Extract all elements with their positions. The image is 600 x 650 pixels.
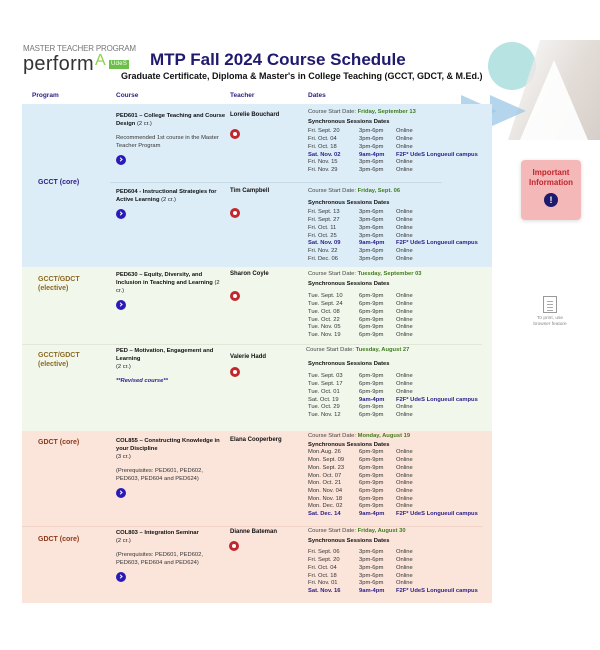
print-hint-text [525, 316, 575, 328]
start-date [308, 188, 498, 196]
session-date: Fri. Sept. 13 [308, 209, 340, 216]
session-date: Fri. Sept. 20 [308, 128, 340, 135]
session-date: Mon. Dec. 02 [308, 503, 343, 510]
course-dates [308, 188, 498, 263]
teacher-video-button[interactable] [229, 541, 239, 551]
course-credits: (2 cr.) [116, 364, 131, 370]
teacher-video-button[interactable] [230, 208, 240, 218]
session-location: Online [396, 457, 413, 464]
session-row [308, 389, 496, 397]
section-elective [22, 267, 492, 431]
column-header-course: Course [116, 92, 139, 99]
session-row [308, 256, 498, 264]
session-location: Online [396, 301, 413, 308]
session-date: Mon. Nov. 04 [308, 487, 343, 494]
session-row [308, 449, 498, 457]
print-hint-line1: To print, use [536, 316, 564, 321]
start-date-label: Course Start Date: [308, 271, 358, 277]
session-location: Online [396, 255, 413, 262]
session-location: F2F* UdeS Longueuil campus [396, 511, 478, 518]
session-date: Tue. Sept. 10 [308, 293, 343, 300]
session-location: Online [396, 388, 413, 395]
session-location: Online [396, 557, 413, 564]
session-time: 3pm-6pm [359, 128, 384, 135]
session-location: Online [396, 159, 413, 166]
session-row [308, 473, 498, 481]
session-time: 3pm-6pm [359, 136, 384, 143]
session-row [308, 488, 498, 496]
session-location: Online [396, 331, 413, 338]
session-row [308, 549, 498, 557]
start-date [306, 347, 496, 355]
session-location: Online [396, 449, 413, 456]
section-gcct-core [22, 104, 492, 267]
session-date: Tue. Oct. 22 [308, 316, 340, 323]
session-row [308, 317, 498, 325]
session-row [308, 373, 496, 381]
session-row [308, 167, 498, 175]
course-title: PED604 - Instructional Strategies for Active Learning [116, 189, 217, 203]
session-location: F2F* UdeS Longueuil campus [396, 151, 478, 158]
course-details-button[interactable] [116, 572, 126, 582]
session-time: 6pm-9pm [359, 373, 384, 380]
course-title: PED630 – Equity, Diversity, and Inclusion in Teaching and Learning [116, 272, 213, 286]
session-date: Mon.Aug. 26 [308, 449, 341, 456]
course-title: COL803 – Integration Seminar [116, 530, 199, 536]
session-location: Online [396, 373, 413, 380]
session-location: Online [396, 217, 413, 224]
course-info [116, 188, 226, 219]
program-label: GCCT/GDCT (elective) [38, 276, 80, 292]
start-date-value: Friday, September 13 [357, 109, 416, 115]
session-list [306, 373, 496, 419]
session-location: Online [396, 166, 413, 173]
session-row [308, 324, 498, 332]
session-row-f2f [308, 397, 496, 405]
session-time: 3pm-6pm [359, 217, 384, 224]
course-note: Recommended 1st course in the Master Teacher Program [116, 135, 219, 149]
teacher-video-button[interactable] [230, 129, 240, 139]
course-title: PED601 – College Teaching and Course Design [116, 113, 226, 127]
session-location: Online [396, 308, 413, 315]
session-location: Online [396, 495, 413, 502]
session-location: Online [396, 128, 413, 135]
start-date-label: Course Start Date: [308, 433, 358, 439]
session-location: F2F* UdeS Longueuil campus [396, 240, 478, 247]
session-location: Online [396, 324, 413, 331]
important-info-label [521, 168, 581, 188]
session-row [308, 301, 498, 309]
session-date: Tue. Nov. 12 [308, 411, 341, 418]
session-location: Online [396, 136, 413, 143]
session-row [308, 233, 498, 241]
course-dates [306, 347, 496, 420]
start-date-label: Course Start Date: [306, 347, 356, 353]
session-time: 6pm-9pm [359, 464, 384, 471]
program-label: GDCT (core) [38, 439, 80, 446]
session-time: 6pm-9pm [359, 503, 384, 510]
course-credits: (2 cr.) [161, 197, 176, 203]
session-time: 3pm-6pm [359, 549, 384, 556]
course-info [116, 437, 226, 498]
start-date-value: Friday, Sept. 06 [357, 188, 401, 194]
sessions-heading: Synchronous Sessions Dates [308, 537, 390, 544]
course-title: PED – Motivation, Engagement and Learning [116, 348, 214, 362]
session-date: Mon. Sept. 09 [308, 457, 345, 464]
print-hint-line2: browser feature [533, 322, 567, 327]
session-location: Online [396, 564, 413, 571]
session-row [308, 293, 498, 301]
session-time: 6pm-9pm [359, 457, 384, 464]
session-date: Fri. Nov. 01 [308, 580, 338, 587]
teacher-name: Tim Campbell [230, 188, 270, 194]
session-time: 6pm-9pm [359, 472, 384, 479]
session-time: 3pm-6pm [359, 159, 384, 166]
print-hint [525, 296, 575, 328]
important-information-button[interactable] [521, 160, 581, 220]
session-time: 6pm-9pm [359, 293, 384, 300]
session-time: 6pm-9pm [359, 411, 384, 418]
teacher-video-button[interactable] [230, 367, 240, 377]
brand-wordmark: perform [23, 53, 95, 75]
session-location: F2F* UdeS Longueuil campus [396, 396, 478, 403]
session-row [308, 412, 496, 420]
session-location: Online [396, 580, 413, 587]
brand-kicker: MASTER TEACHER PROGRAM [23, 44, 136, 53]
session-time: 9am-4pm [359, 587, 385, 594]
session-time: 6pm-9pm [359, 331, 384, 338]
session-row [308, 209, 498, 217]
session-time: 9am-4pm [359, 511, 385, 518]
session-location: Online [396, 247, 413, 254]
session-location: Online [396, 572, 413, 579]
session-location: Online [396, 209, 413, 216]
course-credits: (2 cr.) [116, 538, 131, 544]
column-header-program: Program [32, 92, 59, 99]
session-date: Sat. Nov. 09 [308, 240, 341, 247]
column-header-teacher: Teacher [230, 92, 255, 99]
session-date: Fri. Sept. 20 [308, 557, 340, 564]
row-divider [110, 182, 442, 183]
session-location: Online [396, 316, 413, 323]
sessions-heading: Synchronous Sessions Dates [308, 441, 390, 448]
session-date: Tue. Sept. 17 [308, 381, 343, 388]
start-date-value: Monday, August 19 [357, 433, 411, 439]
session-date: Fri. Oct. 18 [308, 143, 337, 150]
session-time: 3pm-6pm [359, 255, 384, 262]
revised-course-note: **Revised course** [116, 378, 168, 384]
session-time: 3pm-6pm [359, 580, 384, 587]
course-credits: (2 cr.) [136, 121, 152, 127]
teacher-name: Elana Cooperberg [230, 437, 282, 443]
session-row [308, 128, 498, 136]
start-date-value: Tuesday, September 03 [357, 271, 422, 277]
session-location: F2F* UdeS Longueuil campus [396, 587, 478, 594]
session-time: 3pm-6pm [359, 557, 384, 564]
session-date: Fri. Dec. 06 [308, 255, 338, 262]
start-date [308, 433, 498, 441]
session-date: Fri. Oct. 04 [308, 564, 337, 571]
session-row-f2f [308, 511, 498, 519]
session-date: Tue. Oct. 01 [308, 388, 340, 395]
start-date [308, 528, 498, 536]
session-row-f2f [308, 152, 498, 160]
start-date [308, 109, 498, 117]
session-time: 6pm-9pm [359, 495, 384, 502]
session-time: 6pm-9pm [359, 487, 384, 494]
sessions-heading: Synchronous Sessions Dates [308, 360, 390, 367]
session-date: Tue. Nov. 05 [308, 324, 341, 331]
session-time: 6pm-9pm [359, 316, 384, 323]
session-location: Online [396, 404, 413, 411]
session-location: Online [396, 381, 413, 388]
page-title: MTP Fall 2024 Course Schedule [150, 50, 406, 69]
course-details-button[interactable] [116, 488, 126, 498]
session-row [308, 217, 498, 225]
course-dates [308, 271, 498, 340]
start-date-label: Course Start Date: [308, 188, 358, 194]
session-row [308, 136, 498, 144]
session-date: Tue. Oct. 08 [308, 308, 340, 315]
session-date: Tue. Nov. 19 [308, 331, 341, 338]
course-title: COL855 – Constructing Knowledge in your Discipline [116, 438, 220, 452]
teacher-video-button[interactable] [230, 291, 240, 301]
session-row [308, 159, 498, 167]
session-date: Sat. Nov. 16 [308, 587, 341, 594]
session-row [308, 144, 498, 152]
session-row [308, 580, 498, 588]
session-location: Online [396, 503, 413, 510]
session-row [308, 573, 498, 581]
session-time: 3pm-6pm [359, 247, 384, 254]
session-location: Online [396, 472, 413, 479]
session-row [308, 496, 498, 504]
session-time: 6pm-9pm [359, 480, 384, 487]
course-credits: (2 cr.) [116, 280, 220, 294]
course-info [116, 112, 226, 165]
course-info [116, 529, 226, 582]
session-date: Fri. Oct. 04 [308, 136, 337, 143]
start-date-value: Friday, August 30 [357, 528, 406, 534]
session-location: Online [396, 143, 413, 150]
session-location: Online [396, 487, 413, 494]
column-header-dates: Dates [308, 92, 326, 99]
session-date: Mon. Oct. 07 [308, 472, 342, 479]
session-time: 6pm-9pm [359, 308, 384, 315]
session-time: 9am-4pm [359, 396, 385, 403]
section-gdct-core [22, 431, 492, 603]
session-time: 3pm-6pm [359, 143, 384, 150]
session-date: Fri. Nov. 29 [308, 166, 338, 173]
session-row [308, 309, 498, 317]
row-divider [22, 344, 482, 345]
sessions-heading: Synchronous Sessions Dates [308, 280, 390, 287]
session-date: Fri. Oct. 18 [308, 572, 337, 579]
session-row [308, 404, 496, 412]
session-row [308, 381, 496, 389]
session-time: 3pm-6pm [359, 166, 384, 173]
important-info-line2: Information [529, 178, 573, 187]
course-details-button[interactable] [116, 300, 126, 310]
start-date-label: Course Start Date: [308, 528, 358, 534]
teacher-name: Lorelie Bouchard [230, 112, 280, 118]
session-location: Online [396, 549, 413, 556]
decor-triangle [520, 60, 588, 140]
session-time: 6pm-9pm [359, 301, 384, 308]
session-row [308, 565, 498, 573]
session-date: Fri. Sept. 27 [308, 217, 340, 224]
course-dates [308, 528, 498, 596]
session-time: 6pm-9pm [359, 388, 384, 395]
course-prerequisites: (Prerequisites: PED601, PED602, PED603, PED604 and PED624) [116, 468, 203, 482]
session-date: Fri. Sept. 06 [308, 549, 340, 556]
course-details-button[interactable] [116, 209, 126, 219]
session-row [308, 248, 498, 256]
session-time: 3pm-6pm [359, 232, 384, 239]
session-date: Fri. Nov. 15 [308, 159, 338, 166]
session-date: Sat. Nov. 02 [308, 151, 341, 158]
course-dates [308, 433, 498, 519]
session-row-f2f [308, 240, 498, 248]
start-date-label: Course Start Date: [308, 109, 358, 115]
important-info-line1: Important [532, 168, 570, 177]
session-date: Sat. Dec. 14 [308, 511, 341, 518]
session-time: 3pm-6pm [359, 224, 384, 231]
session-row [308, 465, 498, 473]
session-date: Mon. Sept. 23 [308, 464, 345, 471]
course-prerequisites: (Prerequisites: PED601, PED602, PED603, PED604 and PED624) [116, 552, 203, 566]
session-location: Online [396, 464, 413, 471]
brand-badge: UdeS [111, 60, 128, 67]
teacher-name: Dianne Bateman [230, 529, 278, 535]
session-time: 3pm-6pm [359, 209, 384, 216]
brand-accent-icon: A [95, 52, 106, 69]
session-time: 6pm-9pm [359, 449, 384, 456]
session-date: Fri. Oct. 11 [308, 224, 337, 231]
start-date [308, 271, 498, 279]
course-details-button[interactable] [116, 155, 126, 165]
session-date: Mon. Oct. 21 [308, 480, 342, 487]
session-location: Online [396, 224, 413, 231]
session-row [308, 457, 498, 465]
session-row [308, 225, 498, 233]
session-date: Tue. Oct. 29 [308, 404, 340, 411]
session-time: 9am-4pm [359, 240, 385, 247]
session-time: 9am-4pm [359, 151, 385, 158]
exclamation-icon: ! [544, 193, 558, 207]
session-time: 3pm-6pm [359, 572, 384, 579]
course-credits: (3 cr.) [116, 454, 131, 460]
session-time: 6pm-9pm [359, 381, 384, 388]
brand-logo [23, 44, 136, 75]
session-row [308, 557, 498, 565]
session-date: Tue. Sept. 24 [308, 301, 343, 308]
session-time: 6pm-9pm [359, 404, 384, 411]
teacher-name: Valerie Hadd [230, 354, 267, 360]
document-icon [543, 296, 557, 313]
session-location: Online [396, 411, 413, 418]
program-label: GDCT (core) [38, 536, 80, 543]
session-location: Online [396, 293, 413, 300]
session-time: 6pm-9pm [359, 324, 384, 331]
course-info [116, 271, 226, 310]
course-info [116, 347, 226, 385]
session-row [308, 332, 498, 340]
session-row-f2f [308, 588, 498, 596]
course-dates [308, 109, 498, 175]
brand-name [23, 53, 136, 75]
start-date-value: Tuesday, August 27 [355, 347, 410, 353]
page-subtitle: Graduate Certificate, Diploma & Master's in College Teaching (GCCT, GDCT, & M.Ed.) [121, 71, 483, 81]
session-location: Online [396, 232, 413, 239]
session-location: Online [396, 480, 413, 487]
row-divider [22, 526, 482, 527]
sessions-heading: Synchronous Sessions Dates [308, 199, 390, 206]
session-date: Sat. Oct. 19 [308, 396, 339, 403]
sessions-heading: Synchronous Sessions Dates [308, 118, 390, 125]
session-time: 3pm-6pm [359, 564, 384, 571]
session-date: Tue. Sept. 03 [308, 373, 343, 380]
session-row [308, 503, 498, 511]
session-date: Fri. Nov. 22 [308, 247, 338, 254]
session-date: Fri. Oct. 25 [308, 232, 337, 239]
program-label: GCCT (core) [38, 179, 80, 186]
teacher-name: Sharon Coyle [230, 271, 269, 277]
session-row [308, 480, 498, 488]
session-date: Mon. Nov. 18 [308, 495, 343, 502]
program-label: GCCT/GDCT (elective) [38, 352, 80, 368]
